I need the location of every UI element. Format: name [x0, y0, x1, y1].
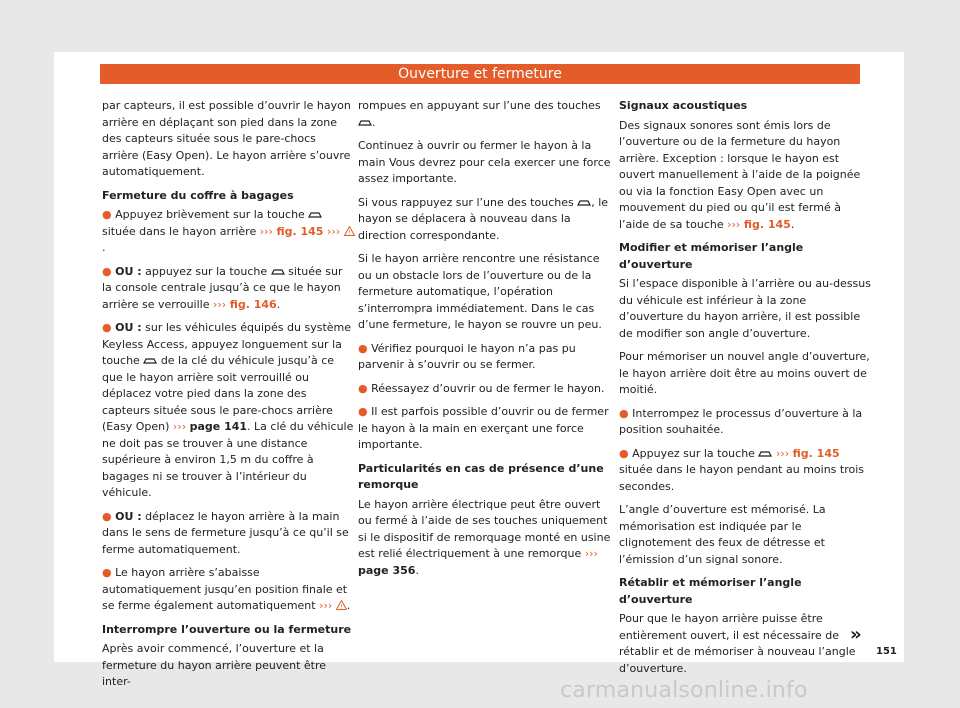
bullet-item: ● Interrompez le processus d’ouverture à la position souhaitée.	[619, 406, 863, 436]
bullet-item: ● OU : sur les véhicules équipés du système Keyless Access, appuyez longuement sur la touche de la clé du véhicule jusqu’à ce que le hayon arrière soit verrouillé ou déplacez votre pied dans la zone des capteurs située sous le pare-chocs arrière (Easy Open) ››› page 141. La clé du véhicule ne doit pas se trouver à une distance supérieure à environ 1,5 m du coffre à bagages ni se trouver à l’intérieur du véhicule.	[102, 321, 354, 499]
figure-ref-link[interactable]: fig. 145	[792, 446, 840, 460]
car-tailgate-icon	[143, 357, 157, 365]
page-ref-link[interactable]: page 356	[358, 563, 416, 577]
figure-ref-link[interactable]: fig. 145	[743, 217, 791, 231]
continue-icon: »	[850, 624, 862, 645]
figure-ref-link[interactable]: fig. 145	[276, 224, 324, 238]
column-3	[619, 98, 872, 684]
paragraph: Pour mémoriser un nouvel angle d’ouverture, le hayon arrière doit être au moins ouvert de moitié.	[619, 350, 870, 396]
bullet-item: ● Vérifiez pourquoi le hayon n’a pas pu parvenir à s’ouvrir ou se fermer.	[358, 341, 576, 371]
bullet-item: ● OU : appuyez sur la touche située sur la console centrale jusqu’à ce que le hayon arrière se verrouille ››› fig. 146.	[102, 264, 343, 311]
paragraph: Des signaux sonores sont émis lors de l’ouverture ou de la fermeture du hayon arrière. Exception : lorsque le hayon est ouvert manuellement à l’aide de la poignée ou via la fonction Easy Open avec un mouvement du pied ou qu’il est fermé à l’aide de sa touche ››› fig. 145.	[619, 118, 861, 231]
bullet-item: ● OU : déplacez le hayon arrière à la main dans le sens de fermeture jusqu’à ce qu’il se ferme automatiquement.	[102, 509, 349, 556]
bullet-item: ● Il est parfois possible d’ouvrir ou de fermer le hayon à la main en exerçant une force importante.	[358, 405, 609, 451]
paragraph: par capteurs, il est possible d’ouvrir le hayon arrière en déplaçant son pied dans la zone des capteurs située sous le pare-chocs arrière (Easy Open). Le hayon arrière s’ouvre automatiquement.	[102, 99, 351, 178]
paragraph: Si l’espace disponible à l’arrière ou au-dessus du véhicule est inférieur à la zone d’ouverture du hayon arrière, il est possible de modifier son angle d’ouverture.	[619, 277, 871, 340]
warning-triangle-icon	[344, 226, 355, 236]
bullet-item: ● Appuyez brièvement sur la touche située dans le hayon arrière ››› fig. 145 ››› ! .	[102, 207, 355, 257]
heading-remorque: Particularités en cas de présence d’une remorque	[358, 461, 604, 491]
page-number: 151	[876, 646, 897, 657]
car-tailgate-icon	[308, 211, 322, 219]
car-tailgate-icon	[271, 268, 285, 276]
bullet-item: ● Appuyez sur la touche ››› fig. 145 située dans le hayon pendant au moins trois secondes.	[619, 446, 865, 493]
bullet-item: ● Le hayon arrière s’abaisse automatiquement jusqu’en position finale et se ferme également automatiquement ››› ! .	[102, 566, 351, 612]
column-2	[358, 98, 611, 586]
paragraph: Le hayon arrière électrique peut être ouvert ou fermé à l’aide de ses touches uniquement si le dispositif de remorquage monté en usine est relié électriquement à une remorque ››› page 356.	[358, 497, 611, 577]
paragraph: Continuez à ouvrir ou fermer le hayon à la main Vous devrez pour cela exercer une force assez importante.	[358, 139, 611, 185]
car-tailgate-icon	[358, 119, 372, 127]
watermark: carmanualsonline.info	[560, 678, 808, 703]
figure-ref-link[interactable]: fig. 146	[229, 297, 277, 311]
paragraph: Si vous rappuyez sur l’une des touches , le hayon se déplacera à nouveau dans la direction correspondante.	[358, 195, 609, 242]
svg-text:!: !	[340, 603, 343, 610]
paragraph: Pour que le hayon arrière puisse être entièrement ouvert, il est nécessaire de rétablir et de mémoriser à nouveau l’angle d’ouverture.	[619, 612, 856, 675]
page-ref-link[interactable]: page 141	[189, 420, 248, 433]
heading-retablir: Rétablir et mémoriser l’angle d’ouverture	[619, 576, 802, 606]
heading-fermeture: Fermeture du coffre à bagages	[102, 188, 294, 202]
heading-interrompre: Interrompre l’ouverture ou la fermeture	[102, 622, 352, 636]
paragraph: L’angle d’ouverture est mémorisé. La mémorisation est indiquée par le clignotement des feux de détresse et l’émission d’un signal sonore.	[619, 503, 826, 566]
heading-modifier: Modifier et mémoriser l’angle d’ouverture	[619, 241, 804, 271]
paragraph: Si le hayon arrière rencontre une résistance ou un obstacle lors de l’ouverture ou de la fermeture automatique, l’opération s’interrompra immédiatement. Dans le cas d’une fermeture, le hayon se rouvre un peu.	[358, 252, 602, 331]
svg-text:!: !	[347, 229, 351, 236]
paragraph: Après avoir commencé, l’ouverture et la fermeture du hayon arrière peuvent être inter-	[102, 642, 327, 688]
car-tailgate-icon	[758, 450, 772, 458]
heading-signaux: Signaux acoustiques	[619, 99, 748, 112]
car-tailgate-icon	[577, 199, 591, 207]
warning-triangle-icon	[336, 600, 347, 610]
section-header: Ouverture et fermeture	[100, 64, 860, 84]
column-1	[102, 98, 355, 698]
paragraph: rompues en appuyant sur l’une des touches .	[358, 99, 601, 129]
bullet-item: ● Réessayez d’ouvrir ou de fermer le hayon.	[358, 381, 605, 395]
